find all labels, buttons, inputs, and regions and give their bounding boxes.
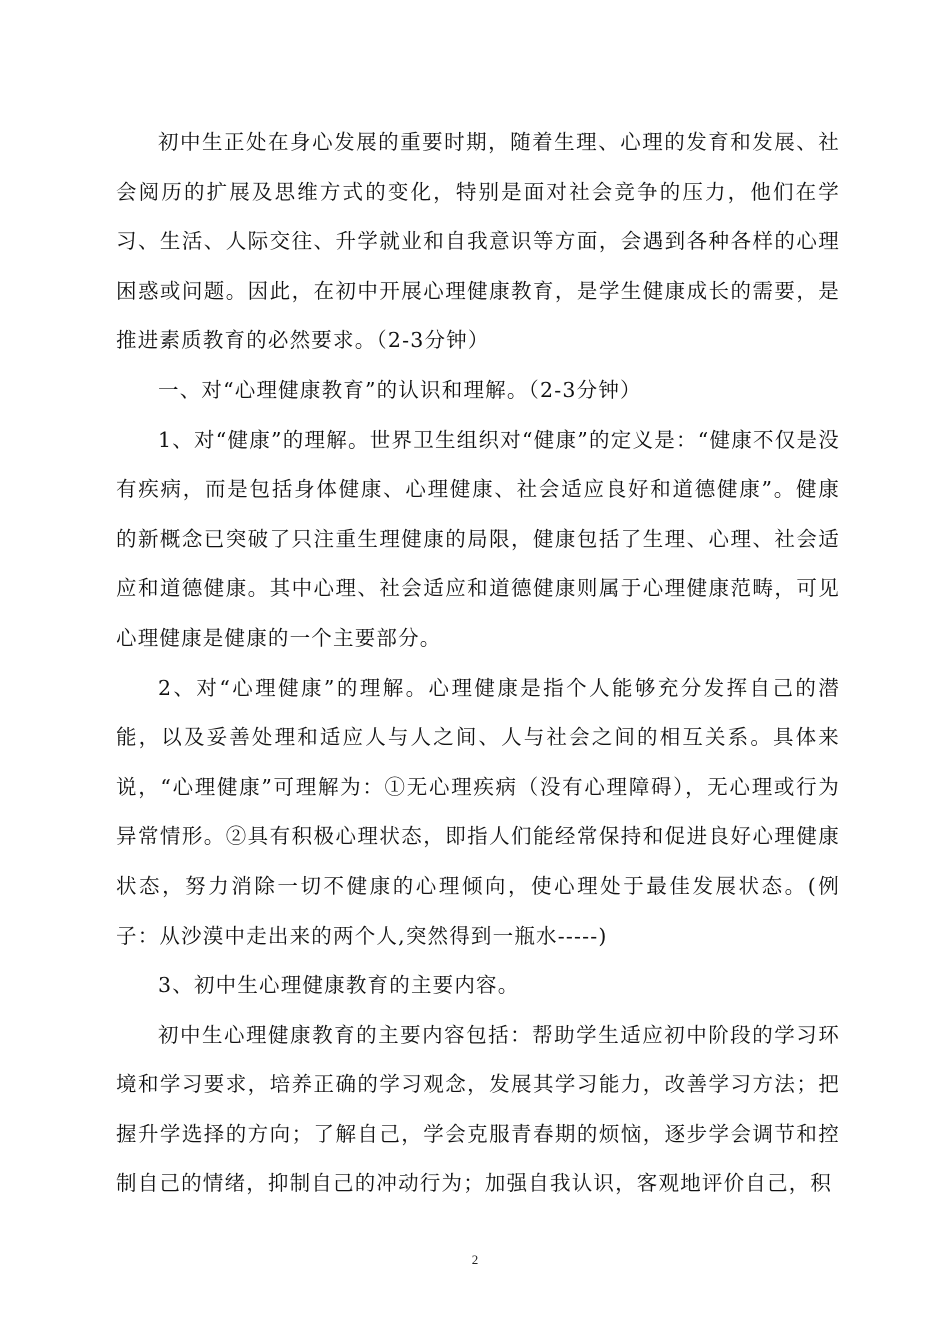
section-heading-one: 一、对“心理健康教育”的认识和理解。（2-3分钟） [158, 377, 642, 402]
paragraph-content-heading: 3、初中生心理健康教育的主要内容。 [158, 973, 520, 998]
document-body [116, 118, 840, 1209]
paragraph-content: 初中生心理健康教育的主要内容包括：帮助学生适应初中阶段的学习环境和学习要求，培养正确的学习观念，发展其学习能力，改善学习方法；把握升学选择的方向；了解自己，学会克服青春期的烦恼，逐步学会调节和控制自己的情绪，抑制自己的冲动行为；加强自我认识，客观地评价自己，积 [116, 1022, 840, 1196]
page-number: 2 [471, 1252, 479, 1267]
paragraph-health: 1、对“健康”的理解。世界卫生组织对“健康”的定义是：“健康不仅是没有疾病，而是包括身体健康、心理健康、社会适应良好和道德健康”。健康的新概念已突破了只注重生理健康的局限，健康包括了生理、心理、社会适应和道德健康。其中心理、社会适应和道德健康则属于心理健康范畴，可见心理健康是健康的一个主要部分。 [116, 427, 840, 650]
paragraph-intro: 初中生正处在身心发展的重要时期，随着生理、心理的发育和发展、社会阅历的扩展及思维方式的变化，特别是面对社会竞争的压力，他们在学习、生活、人际交往、升学就业和自我意识等方面，会遇到各种各样的心理困惑或问题。因此，在初中开展心理健康教育，是学生健康成长的需要，是推进素质教育的必然要求。（2-3分钟） [116, 130, 840, 353]
paragraph-mental-health: 2、对“心理健康”的理解。心理健康是指个人能够充分发挥自己的潜能，以及妥善处理和适应人与人之间、人与社会之间的相互关系。具体来说，“心理健康”可理解为：①无心理疾病（没有心理障碍），无心理或行为异常情形。②具有积极心理状态，即指人们能经常保持和促进良好心理健康状态，努力消除一切不健康的心理倾向，使心理处于最佳发展状态。(例子：从沙漠中走出来的两个人,突然得到一瓶水-----) [116, 675, 840, 948]
